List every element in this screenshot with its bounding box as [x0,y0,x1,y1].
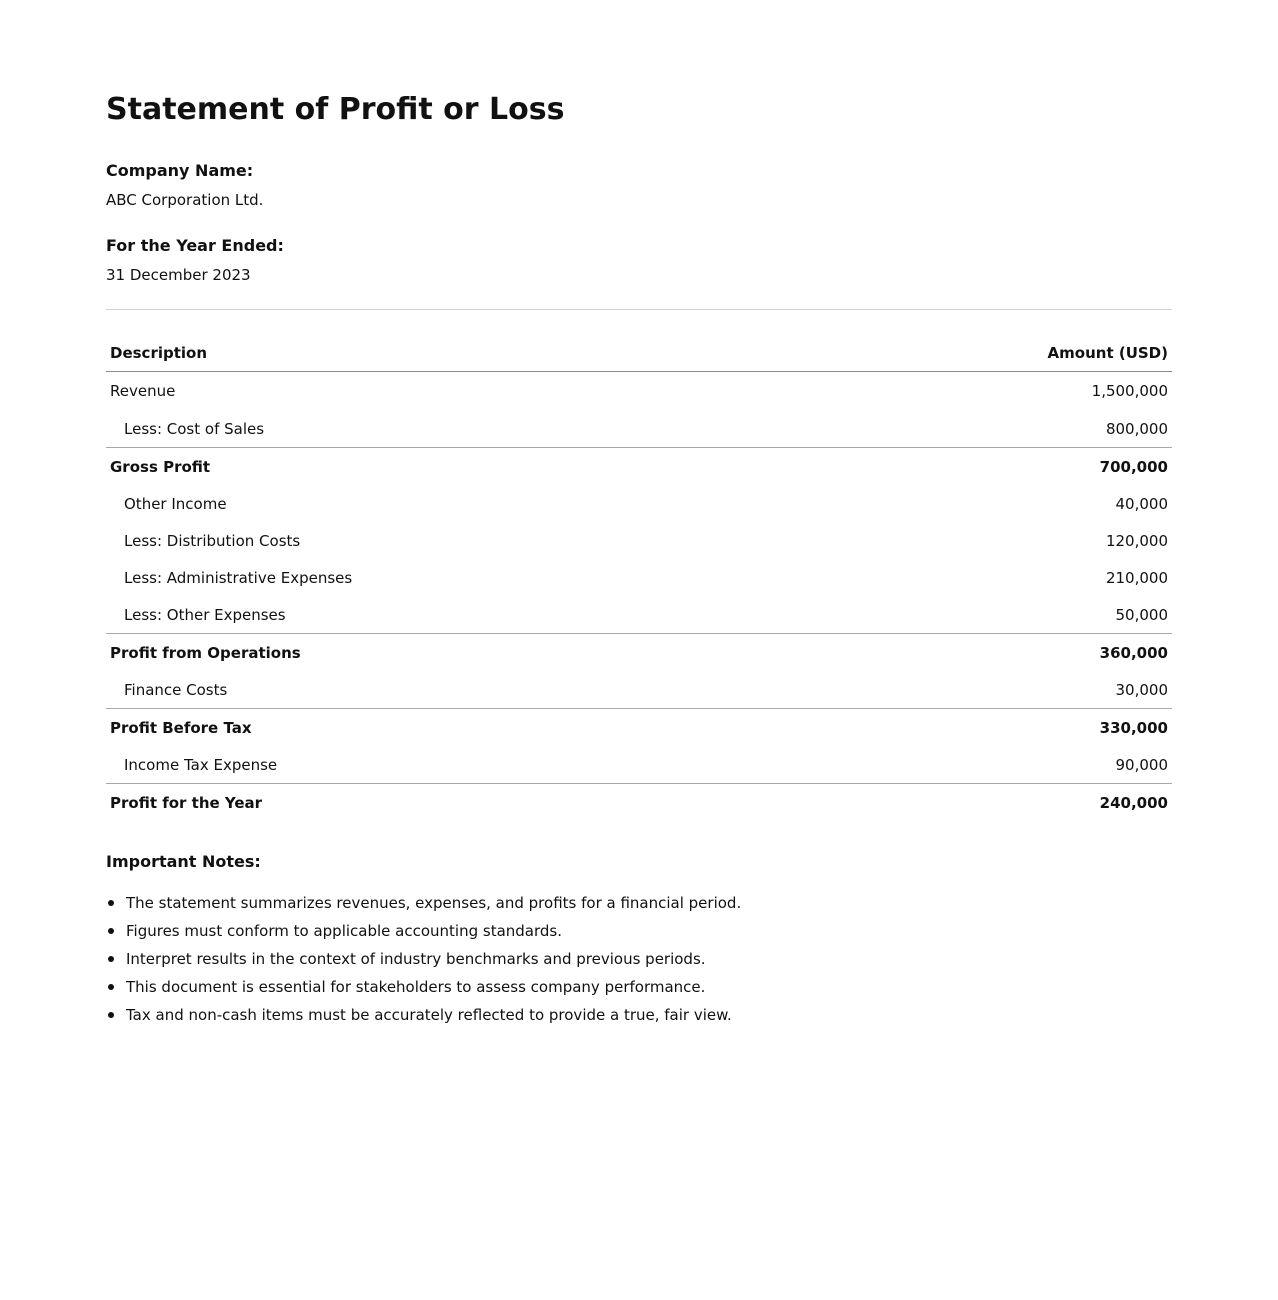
bullet-icon [108,928,114,934]
note-text: The statement summarizes revenues, expenses, and profits for a financial period. [126,894,742,912]
table-row [106,485,1172,522]
row-description: Profit from Operations [106,634,810,672]
table-body [106,372,1172,822]
table-row [106,671,1172,709]
bullet-icon [108,900,114,906]
note-text: Interpret results in the context of industry benchmarks and previous periods. [126,950,706,968]
row-description: Less: Cost of Sales [124,419,265,438]
row-description: Other Income [124,494,227,513]
row-amount: 330,000 [810,709,1172,747]
row-amount: 50,000 [1115,605,1168,624]
notes-heading: Important Notes: [106,852,261,871]
row-description: Income Tax Expense [124,755,278,774]
row-amount: 90,000 [1115,755,1168,774]
row-description: Revenue [110,382,176,400]
row-amount: 240,000 [810,784,1172,822]
row-amount: 40,000 [1115,494,1168,513]
page-title: Statement of Profit or Loss [106,92,565,127]
row-amount: 800,000 [1105,419,1168,438]
amount-column-header: Amount (USD) [810,334,1172,372]
notes-list [106,889,741,1029]
company-name-label: Company Name: [106,161,254,180]
row-description: Gross Profit [106,448,810,486]
company-name-value: ABC Corporation Ltd. [106,191,264,209]
row-amount: 120,000 [1105,531,1168,550]
list-item [106,1001,741,1029]
row-description: Profit Before Tax [106,709,810,747]
row-amount: 700,000 [810,448,1172,486]
row-description: Less: Distribution Costs [124,531,301,550]
table-row [106,746,1172,784]
row-description: Profit for the Year [106,784,810,822]
list-item [106,973,741,1001]
table-row [106,522,1172,559]
table-header-row [106,334,1172,372]
bullet-icon [108,1012,114,1018]
bullet-icon [108,984,114,990]
note-text: Tax and non-cash items must be accurately reflected to provide a true, fair view. [126,1006,732,1024]
period-value: 31 December 2023 [106,266,251,284]
list-item [106,889,741,917]
table-row [106,559,1172,596]
profit-loss-table [106,334,1172,821]
table-row [106,410,1172,448]
row-description: Less: Administrative Expenses [124,568,353,587]
section-divider [106,309,1172,310]
description-column-header: Description [106,334,810,372]
table-row [106,448,1172,486]
table-row [106,596,1172,634]
table-row [106,784,1172,822]
note-text: Figures must conform to applicable accounting standards. [126,922,562,940]
table-row [106,634,1172,672]
row-amount: 30,000 [1115,680,1168,699]
period-label: For the Year Ended: [106,236,284,255]
note-text: This document is essential for stakeholders to assess company performance. [126,978,706,996]
table-row [106,709,1172,747]
row-amount: 210,000 [1105,568,1168,587]
list-item [106,917,741,945]
row-amount: 1,500,000 [1091,382,1168,400]
row-description: Finance Costs [124,680,228,699]
table-row [106,372,1172,411]
list-item [106,945,741,973]
row-amount: 360,000 [810,634,1172,672]
row-description: Less: Other Expenses [124,605,286,624]
bullet-icon [108,956,114,962]
